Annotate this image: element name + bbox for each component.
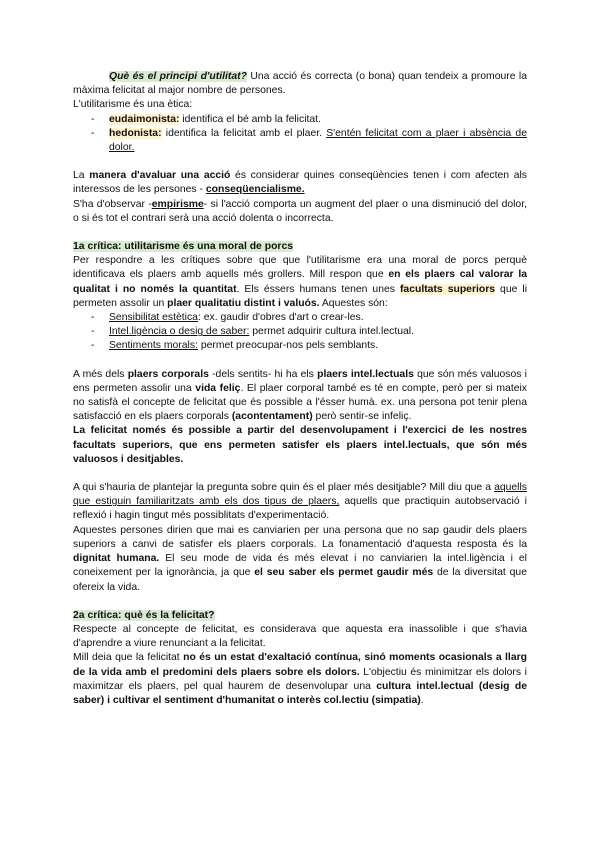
list-item: - eudaimonista: identifica el bé amb la felicitat. [91, 113, 321, 125]
principle-paragraph [73, 70, 527, 98]
mill-happiness-paragraph: Mill deia que la felicitat no és un estat d'exaltació contínua, sinó moments ocasionals a llarg de la vida amb el predomini dels plaers sobre els dolors. L'objectiu és minimitzar els dolors i maximitzar els plaers, pel qual haurem de desenvolupar una cultura intel.lectual (desig de saber) i cultivar el sentiment d'humanitat o interès col.lectiu (simpatia). [73, 652, 527, 706]
critique2-paragraph: Respecte al concepte de felicitat, es considerava que aquesta era inassolible i que s'havia d'aprendre a viure renunciant a la felicitat. [73, 623, 527, 650]
dignity-paragraph: Aquestes persones dirien que mai es canviarien per una persona que no sap gaudir dels plaers superiors a canvi de satisfer els plaers corporals. La fonamentació d'aquesta resposta és la dignitat humana. El seu mode de vida és més elevat i no canviarien la intel.ligència i el coneixement per la ignorància, ja que el seu saber els permet gaudir més de la diversitat que ofereix la vida. [73, 524, 527, 593]
list-item: - Sensibilitat estètica: ex. gaudir d'obres d'art o crear-les. [91, 312, 364, 324]
ethics-intro: L'utilitarisme és una ètica: [73, 99, 193, 111]
faculties-list [73, 311, 527, 354]
evaluation-paragraph: La manera d'avaluar una acció és considerar quines conseqüències tenen i com afecten als interessos de les persones - conseqüencialisme. [73, 170, 528, 196]
principle-question: Què és el principi d'utilitat? [109, 71, 247, 82]
list-item: - hedonista: identifica la felicitat amb el plaer. S'entén felicitat com a plaer i absència de dolor. [91, 127, 527, 154]
ethics-list [73, 113, 527, 156]
pleasures-paragraph: A més dels plaers corporals -dels sentits- hi ha els plaers intel.lectuals que són més valuosos i ens permeten assolir una vida feliç. El plaer corporal també es té en compte, però per si mateix no satisfà el concepte de felicitat que és possible a l'ésser humà. ex. una persona pot tenir plena satisfacció en els plaers corporals (acontentament) però sentir-se infeliç. [73, 368, 527, 423]
ethics-term: hedonista: [109, 127, 162, 139]
principle-definition: Una acció és correcta (o bona) quan tendeix a promoure la màxima felicitat al major nombre de persones. [73, 71, 527, 97]
document-page [73, 70, 527, 708]
critique1-paragraph: Per respondre a les crítiques sobre que que l'utilitarisme era una moral de porcs perquè identificava els plaers amb aquells més grollers. Mill respon que en els plaers cal valorar la qualitat i no només la quantitat. Els éssers humans tenen unes facultats superiors que li permeten assolir un plaer qualitatiu distint i valuós. Aquestes són: [73, 255, 528, 309]
section-heading: 1a crítica: utilitarisme és una moral de porcs [73, 241, 294, 253]
question-paragraph: A qui s'hauria de plantejar la pregunta sobre quin és el plaer més desitjable? Mill diu que a aquells que estiguin familiaritzats amb els dos tipus de plaers, aquells que practiquin autobservació i reflexió i hagin tingut més possiblitats d'experimentació. [73, 482, 527, 522]
list-item: - Intel.ligència o desig de saber: permet adquirir cultura intel.lectual. [91, 326, 414, 338]
empiricism-paragraph: S'ha d'observar -empirisme- si l'acció comporta un augment del plaer o una disminució del dolor, o si és tot el contrari serà una acció dolenta o incorrecta. [73, 198, 527, 224]
happiness-conclusion: La felicitat només és possible a partir del desenvolupament i l'exercici de les nostres facultats superiors, que ens permeten satisfer els plaers intel.lectuals, que són més valuosos i desitjables. [73, 425, 527, 465]
list-item: - Sentiments morals: permet preocupar-nos pels semblants. [91, 340, 379, 352]
ethics-term: eudaimonista: [109, 113, 180, 125]
section-heading: 2a crítica: què és la felicitat? [73, 609, 215, 621]
